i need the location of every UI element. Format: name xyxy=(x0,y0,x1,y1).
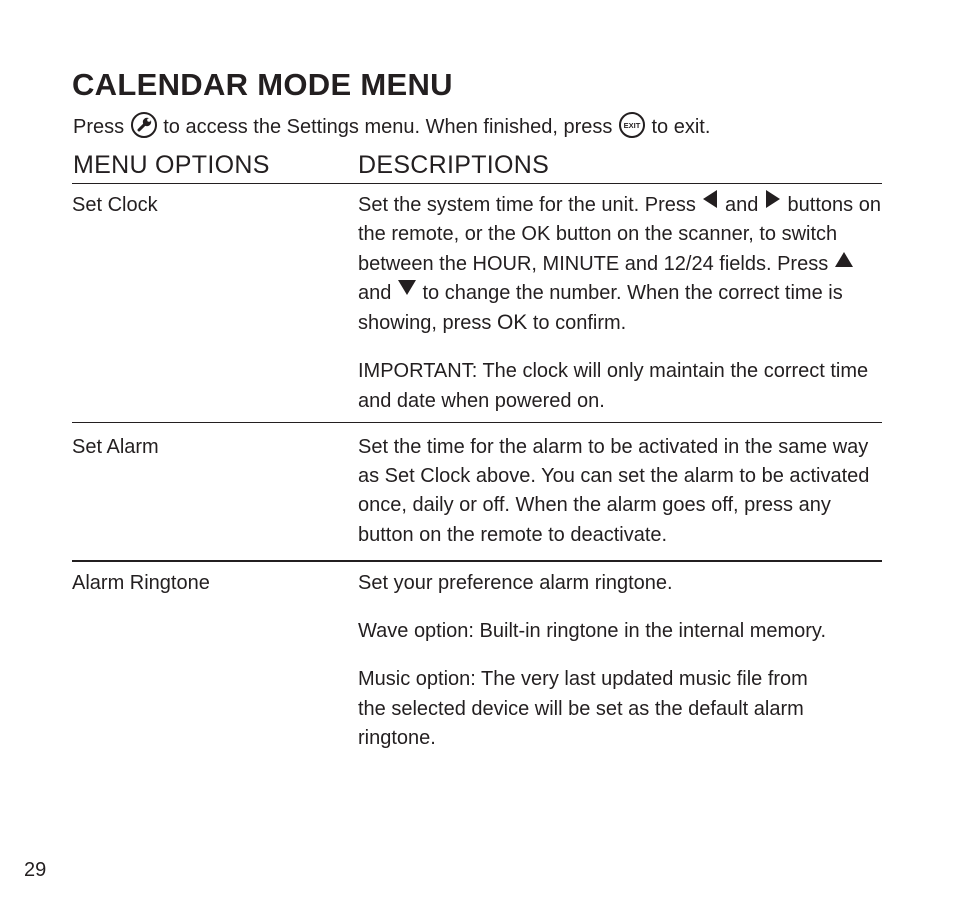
description-alarm-ringtone xyxy=(358,569,888,772)
ok-button-label: OK xyxy=(496,311,528,335)
header-divider xyxy=(72,183,882,184)
set-clock-text-c: to change the number. When the correct time is showing, press xyxy=(358,281,843,335)
column-header-menu-options: MENU OPTIONS xyxy=(73,151,270,179)
menu-option-set-clock: Set Clock xyxy=(72,194,158,216)
intro-press: Press xyxy=(73,116,125,138)
wrench-icon xyxy=(130,111,158,139)
intro-end: to exit. xyxy=(651,116,711,138)
intro-text xyxy=(73,110,710,144)
set-alarm-paragraph: Set the time for the alarm to be activated in the same way as Set Clock above. You can set the alarm to be activated once, daily or off. When the alarm goes off, press any button on the remote to deactivate. xyxy=(358,436,870,546)
down-arrow-icon xyxy=(397,277,417,306)
right-arrow-icon xyxy=(764,189,782,218)
menu-option-set-alarm: Set Alarm xyxy=(72,436,159,458)
row-divider xyxy=(72,422,882,423)
column-header-descriptions: DESCRIPTIONS xyxy=(358,151,550,179)
set-clock-important-note: IMPORTANT: The clock will only maintain the correct time and date when powered on. xyxy=(358,360,869,412)
set-clock-and-1: and xyxy=(725,194,759,216)
row-divider xyxy=(72,560,882,562)
left-arrow-icon xyxy=(701,189,719,218)
description-set-clock xyxy=(358,191,888,435)
alarm-ringtone-paragraph: Set your preference alarm ringtone. xyxy=(358,572,673,594)
wave-option-paragraph: Wave option: Built-in ringtone in the internal memory. xyxy=(358,620,826,643)
music-option-paragraph: Music option: The very last updated music file from the selected device will be set as the default alarm ringtone. xyxy=(358,668,808,749)
page-number: 29 xyxy=(24,859,47,881)
set-clock-text-a: Set the system time for the unit. Press xyxy=(358,194,696,216)
description-set-alarm xyxy=(358,433,888,569)
set-clock-text-b: buttons on the remote, or the OK button on the scanner, to switch between the HOUR, MINUTE and 12/24 fields. Press xyxy=(358,194,881,275)
exit-icon xyxy=(618,111,646,139)
set-clock-and-2: and xyxy=(358,281,392,304)
exit-icon-label: EXIT xyxy=(623,120,641,130)
menu-option-alarm-ringtone: Alarm Ringtone xyxy=(72,572,210,594)
intro-middle: to access the Settings menu. When finished, press xyxy=(163,116,613,138)
page-title: CALENDAR MODE MENU xyxy=(72,67,453,102)
up-arrow-icon xyxy=(834,248,854,277)
set-clock-paragraph xyxy=(358,191,888,338)
set-clock-text-d: to confirm. xyxy=(532,312,627,335)
